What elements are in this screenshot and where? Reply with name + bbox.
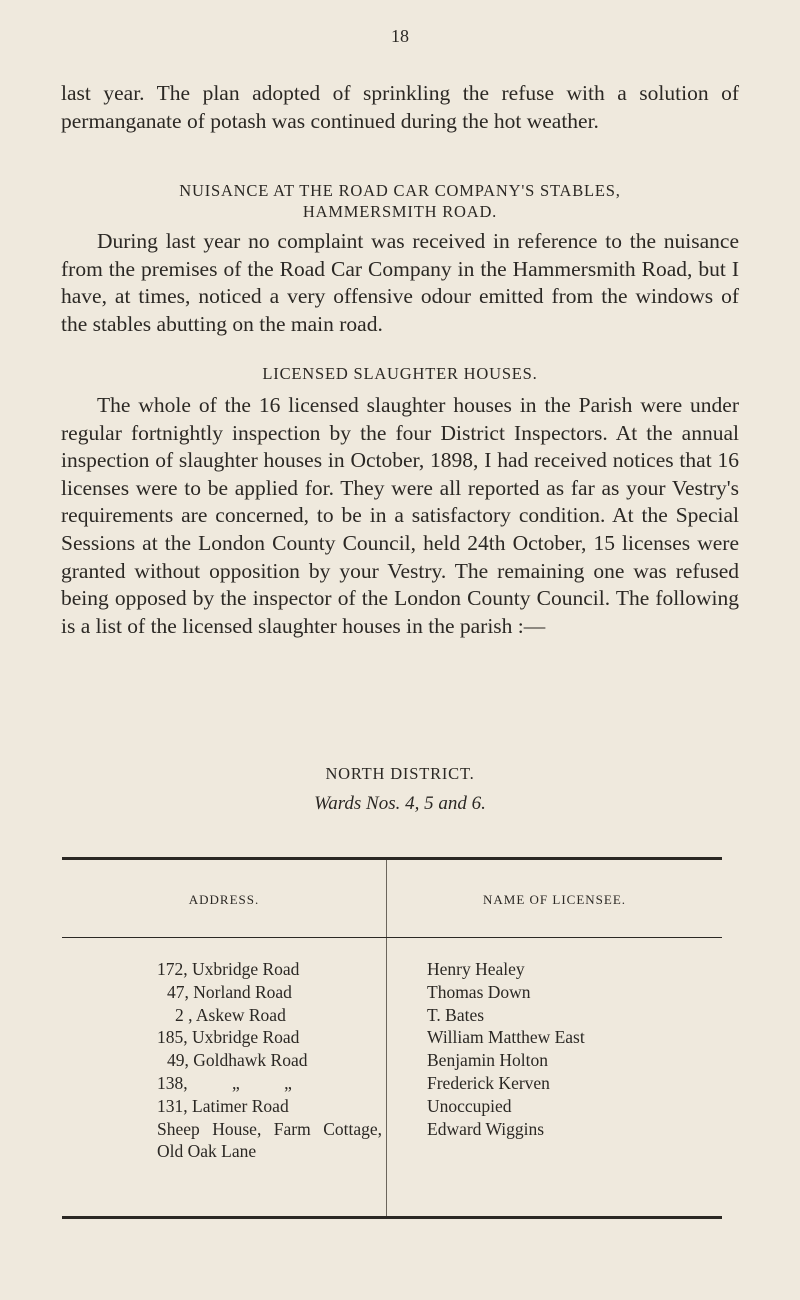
table-cell-licensee: Frederick Kerven <box>427 1072 550 1093</box>
section-heading-stables-line1: NUISANCE AT THE ROAD CAR COMPANY'S STABLES, <box>179 181 621 200</box>
address-column <box>157 958 387 1163</box>
section-heading-stables-line2: HAMMERSMITH ROAD. <box>302 202 498 221</box>
table-cell-address: 47, Norland Road <box>167 981 292 1002</box>
district-heading: NORTH DISTRICT. <box>325 764 475 783</box>
table-cell-licensee: Benjamin Holton <box>427 1050 549 1071</box>
table-cell-licensee: Unoccupied <box>427 1095 512 1116</box>
table-bottom-rule <box>62 1216 722 1219</box>
table-cell-licensee: Edward Wiggins <box>427 1118 545 1139</box>
wards-subheading: Wards Nos. 4, 5 and 6. <box>314 793 486 814</box>
intro-paragraph: last year. The plan adopted of sprinkling the refuse with a solution of permanganate of potash was continued during the hot weather. <box>61 81 739 133</box>
column-header-address: ADDRESS. <box>188 892 260 907</box>
section-body-slaughter-houses: The whole of the 16 licensed slaughter houses in the Parish were under regular fortnightly inspection by the four District Inspectors. At the annual inspection of slaughter houses in October, 1898, I had received notices that 16 licenses were to be applied for. They were all reported as far as your Vestry's requirements are concerned, to be in a satisfactory condition. At the Special Sessions at the London County Council, held 24th October, 15 licenses were granted without opposition by your Vestry. The remaining one was refused being opposed by the inspector of the London County Council. The following is a list of the licensed slaughter houses in the parish :— <box>61 393 739 638</box>
table-cell-address: 2 , Askew Road <box>175 1004 286 1025</box>
section-body-stables: During last year no complaint was received in reference to the nuisance from the premises of the Road Car Company in the Hammersmith Road, but I have, at times, noticed a very offensive odour emitted from the windows of the stables abutting on the main road. <box>61 229 739 336</box>
licensee-column <box>427 958 727 1140</box>
section-heading-slaughter-houses: LICENSED SLAUGHTER HOUSES. <box>262 364 538 383</box>
column-header-licensee: NAME OF LICENSEE. <box>482 892 627 907</box>
table-cell-licensee: Henry Healey <box>427 959 525 979</box>
table-cell-licensee: Thomas Down <box>427 981 531 1002</box>
table-cell-licensee: William Matthew East <box>427 1027 585 1048</box>
table-cell-address: 131, Latimer Road <box>157 1095 289 1116</box>
table-cell-address: 172, Uxbridge Road <box>157 959 300 979</box>
table-cell-address: Sheep House, Farm Cottage, Old Oak Lane <box>157 1118 382 1162</box>
table-cell-address: 185, Uxbridge Road <box>157 1027 300 1048</box>
table-top-rule <box>62 857 722 860</box>
page-number: 18 <box>391 26 409 46</box>
table-header-rule <box>62 937 722 938</box>
table-cell-address: 49, Goldhawk Road <box>167 1050 308 1071</box>
table-cell-licensee: T. Bates <box>427 1004 485 1025</box>
table-cell-address: 138, „ „ <box>157 1072 292 1093</box>
section-heading-stables <box>0 180 800 222</box>
